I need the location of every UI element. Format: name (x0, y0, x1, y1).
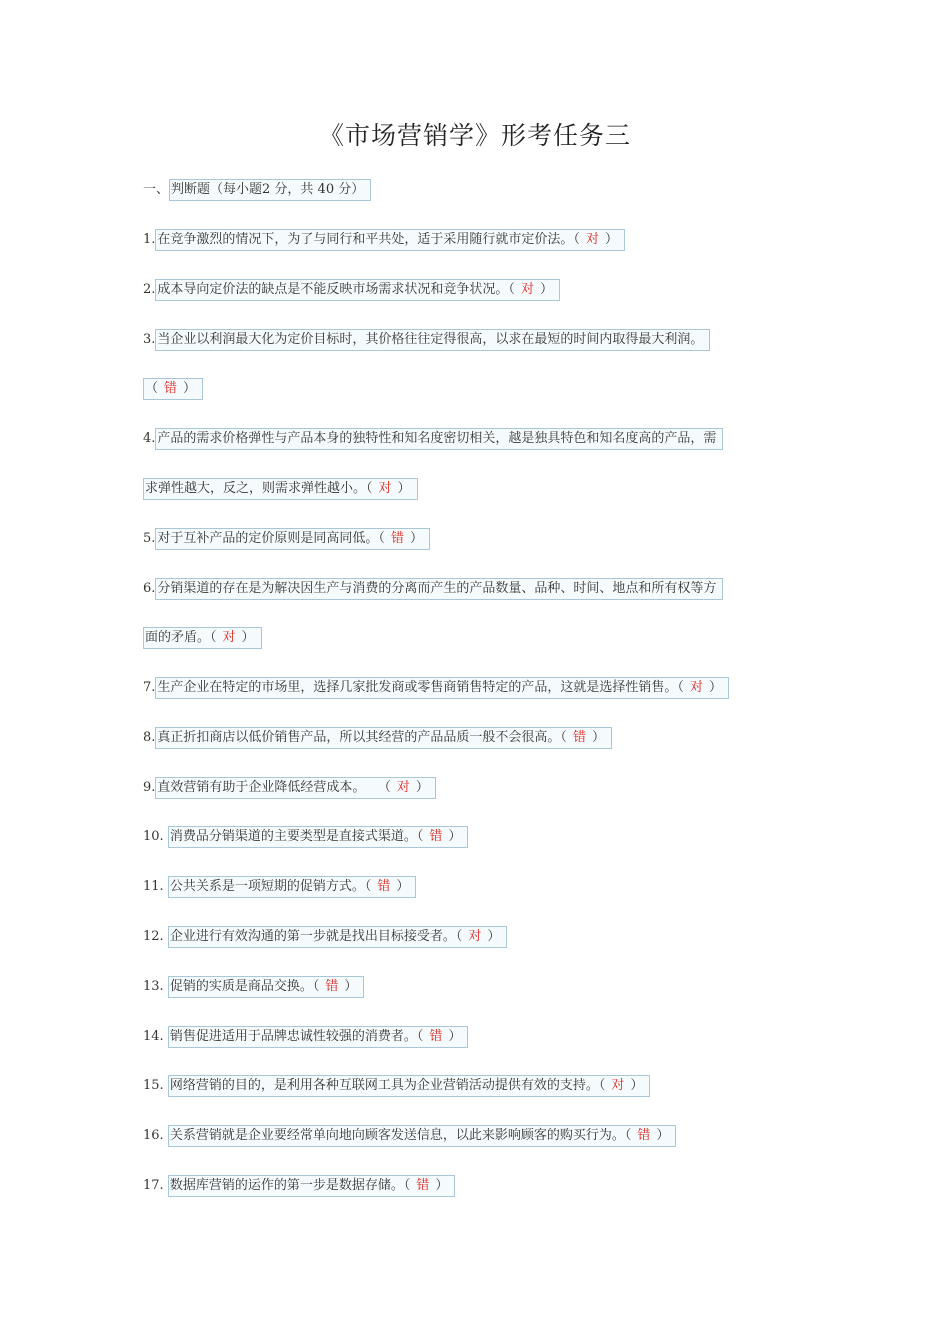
answer-mark: 错 (325, 979, 339, 994)
question-text: 成本导向定价法的缺点是不能反映市场需求状况和竞争状况。 (157, 282, 509, 297)
paren-open: （ (312, 979, 320, 994)
paren-close: ） (183, 381, 197, 396)
answer-mark: 错 (429, 829, 443, 844)
paren-close: ） (656, 1128, 670, 1143)
question-number: 16. (143, 1128, 164, 1143)
paren-close: ） (448, 829, 462, 844)
question-item (143, 826, 468, 848)
paren-open: （ (508, 282, 515, 297)
paren-close: ） (415, 780, 429, 795)
question-box (168, 976, 365, 998)
question-number: 12. (143, 929, 164, 944)
question-number: 10. (143, 829, 164, 844)
question-item (143, 329, 710, 351)
paren-open: （ (598, 1078, 606, 1093)
question-box (155, 677, 729, 699)
question-item (143, 428, 723, 450)
question-item (143, 1175, 455, 1197)
answer-mark: 对 (222, 630, 236, 645)
paren-close: ） (344, 979, 358, 994)
question-text: 消费品分销渠道的主要类型是直接式渠道。 (169, 829, 417, 844)
question-item (143, 279, 560, 301)
question-item (143, 1125, 676, 1147)
question-number: 5. (143, 531, 156, 546)
question-box (168, 926, 508, 948)
question-text: 公共关系是一项短期的促销方式。 (169, 879, 365, 894)
question-number: 1. (143, 232, 156, 247)
paren-close: ） (409, 531, 423, 546)
question-text: 直效营销有助于企业降低经营成本。 (157, 780, 366, 795)
question-box (168, 826, 469, 848)
answer-mark: 错 (572, 730, 586, 745)
page-title: 《市场营销学》形考任务三 (318, 121, 631, 150)
question-text: 在竞争激烈的情况下，为了与同行和平共处，适于采用随行就市定价法。 (157, 232, 574, 247)
question-text: 数据库营销的运作的第一步是数据存储。 (169, 1178, 404, 1193)
question-item (143, 727, 612, 749)
question-text: 产品的需求价格弹性与产品本身的独特性和知名度密切相关，越是独具特色和知名度高的产品，需 (157, 431, 717, 446)
paren-open: （ (377, 780, 391, 795)
paren-open: （ (145, 381, 159, 396)
answer-mark: 错 (377, 879, 391, 894)
question-text: 当企业以利润最大化为定价目标时，其价格往往定得很高，以求在最短的时间内取得最大利润。 (157, 332, 704, 347)
question-box (143, 478, 418, 500)
paren-open: （ (364, 879, 372, 894)
answer-mark: 对 (378, 481, 392, 496)
question-item (143, 1026, 468, 1048)
question-box (168, 1125, 677, 1147)
question-box (155, 777, 435, 799)
question-number: 4. (143, 431, 156, 446)
question-text: 关系营销就是企业要经常单向地向顾客发送信息，以此来影响顾客的购买行为。 (169, 1128, 625, 1143)
question-number: 3. (143, 332, 156, 347)
answer-mark: 对 (396, 780, 410, 795)
paren-close: ） (591, 730, 605, 745)
question-item (143, 976, 364, 998)
paren-open: （ (624, 1128, 632, 1143)
question-box (155, 727, 612, 749)
question-box (168, 1026, 469, 1048)
question-text-cont: 求弹性越大，反之，则需求弹性越小。 (145, 481, 367, 496)
question-text: 销售促进适用于品牌忠诚性较强的消费者。 (169, 1029, 417, 1044)
question-box (155, 528, 430, 550)
paren-open: （ (210, 630, 217, 645)
question-box (155, 329, 710, 351)
paren-close: ） (397, 481, 411, 496)
question-box (143, 627, 262, 649)
question-number: 8. (143, 730, 156, 745)
paren-open: （ (677, 680, 684, 695)
question-number: 17. (143, 1178, 164, 1193)
question-box (155, 229, 625, 251)
section-title: 判断题（每小题2 分，共 40 分） (169, 179, 371, 201)
paren-open: （ (560, 730, 567, 745)
question-text: 企业进行有效沟通的第一步就是找出目标接受者。 (169, 929, 456, 944)
question-item (143, 528, 430, 550)
section-prefix: 一、 (143, 182, 170, 197)
question-box (168, 1175, 456, 1197)
paren-close: ） (435, 1178, 449, 1193)
answer-mark: 错 (429, 1029, 443, 1044)
question-number: 9. (143, 780, 156, 795)
answer-box (143, 378, 203, 400)
question-item (143, 777, 436, 799)
paren-open: （ (455, 929, 463, 944)
question-text: 生产企业在特定的市场里，选择几家批发商或零售商销售特定的产品，这就是选择性销售。 (157, 680, 678, 695)
question-number: 7. (143, 680, 156, 695)
answer-mark: 对 (611, 1078, 625, 1093)
paren-close: ） (487, 929, 501, 944)
question-box (155, 279, 560, 301)
answer-mark: 错 (416, 1178, 430, 1193)
question-continuation (143, 478, 418, 500)
question-item (143, 1075, 650, 1097)
question-text: 分销渠道的存在是为解决因生产与消费的分离而产生的产品数量、品种、时间、地点和所有权等方 (157, 581, 717, 596)
paren-close: ） (630, 1078, 644, 1093)
paren-close: ） (708, 680, 722, 695)
answer-mark: 对 (520, 282, 534, 297)
paren-open: （ (366, 481, 373, 496)
question-text: 促销的实质是商品交换。 (169, 979, 313, 994)
section-heading (143, 179, 371, 201)
answer-mark: 对 (689, 680, 703, 695)
question-item (143, 229, 625, 251)
paren-open: （ (573, 232, 580, 247)
question-text-cont: 面的矛盾。 (145, 630, 211, 645)
question-box (168, 1075, 651, 1097)
paren-open: （ (403, 1178, 411, 1193)
paren-open: （ (416, 829, 424, 844)
question-number: 6. (143, 581, 156, 596)
paren-close: ） (448, 1029, 462, 1044)
question-continuation (143, 378, 203, 400)
question-number: 14. (143, 1029, 164, 1044)
question-box (155, 428, 723, 450)
paren-open: （ (378, 531, 385, 546)
question-continuation (143, 627, 262, 649)
paren-close: ） (396, 879, 410, 894)
question-text: 对于互补产品的定价原则是同高同低。 (157, 531, 379, 546)
question-text: 真正折扣商店以低价销售产品，所以其经营的产品品质一般不会很高。 (157, 730, 561, 745)
answer-mark: 对 (585, 232, 599, 247)
answer-mark: 错 (637, 1128, 651, 1143)
question-item (143, 677, 729, 699)
paren-open: （ (416, 1029, 424, 1044)
question-item (143, 926, 507, 948)
question-text: 网络营销的目的，是利用各种互联网工具为企业营销活动提供有效的支持。 (169, 1078, 599, 1093)
question-number: 2. (143, 282, 156, 297)
question-box (155, 578, 723, 600)
question-item (143, 578, 723, 600)
paren-close: ） (604, 232, 618, 247)
question-number: 13. (143, 979, 164, 994)
question-item (143, 876, 416, 898)
paren-close: ） (241, 630, 255, 645)
question-number: 11. (143, 879, 164, 894)
question-box (168, 876, 417, 898)
answer-mark: 错 (164, 381, 178, 396)
question-number: 15. (143, 1078, 164, 1093)
answer-mark: 对 (468, 929, 482, 944)
paren-close: ） (539, 282, 553, 297)
answer-mark: 错 (390, 531, 404, 546)
